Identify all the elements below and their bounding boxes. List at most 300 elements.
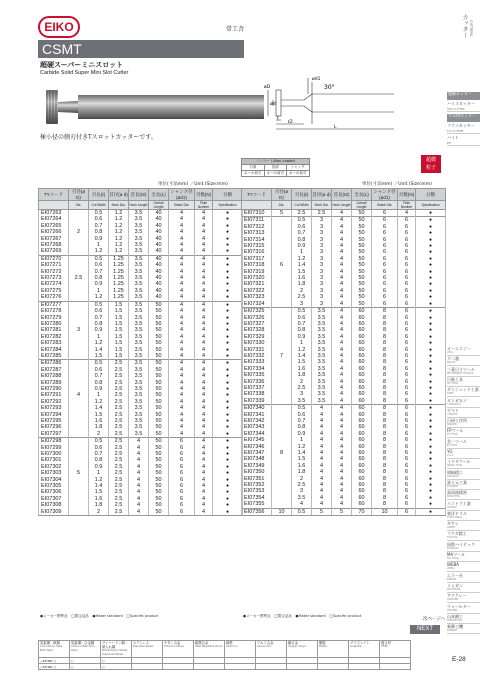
- cell-m: ●: [416, 340, 446, 346]
- cell-nd: 1.25: [109, 281, 129, 287]
- sidebar-brand[interactable]: [447, 346, 480, 356]
- cell-n: 6: [398, 488, 416, 494]
- cell-m: ●: [213, 483, 243, 489]
- cell-code: EI07267: [39, 236, 69, 242]
- cell-m: ●: [416, 379, 446, 385]
- cell-sd: 4: [169, 315, 195, 321]
- material-cell: [287, 641, 318, 658]
- cell-w: 0.6: [89, 262, 109, 268]
- sidebar-brand[interactable]: [447, 398, 480, 408]
- cell-code: EI07277: [39, 301, 69, 308]
- sidebar-brand[interactable]: [447, 480, 480, 490]
- sidebar-brand[interactable]: [447, 624, 480, 634]
- table-row: [39, 210, 243, 217]
- cell-nl: 4: [332, 217, 352, 224]
- cell-code: EI07283: [39, 340, 69, 346]
- material-cell: [349, 641, 380, 658]
- cell-code: EI07337: [242, 385, 272, 391]
- sidebar-brand[interactable]: [447, 562, 480, 572]
- sidebar-brand[interactable]: [447, 377, 480, 387]
- unit-label-right: 単位(寸法mm) ／Unit (Size:mm): [362, 182, 432, 187]
- table-row: [39, 353, 243, 360]
- cell-w: 1.2: [89, 477, 109, 483]
- table-row: [39, 301, 243, 308]
- cell-n: 6: [398, 391, 416, 397]
- cell-n: 6: [398, 463, 416, 469]
- table-row: [242, 501, 446, 508]
- dim-label-l2: ℓ2: [288, 120, 293, 125]
- cell-nl: 4: [332, 340, 352, 346]
- sidebar-brand[interactable]: [447, 531, 480, 541]
- cell-code: EI07276: [39, 294, 69, 301]
- cell-m: ●: [416, 482, 446, 488]
- sidebar-item-en: BIT: [447, 140, 452, 145]
- cell-sd: 4: [169, 262, 195, 268]
- column-header: 首長(ℓ2): [129, 189, 149, 201]
- cell-w: 4: [292, 501, 312, 508]
- cell-sd: 6: [372, 294, 398, 300]
- sidebar-brand[interactable]: [447, 542, 480, 552]
- cell-nd: 2.5: [109, 483, 129, 489]
- cell-nl: 3.5: [129, 405, 149, 411]
- cell-w: 2: [292, 288, 312, 294]
- cell-L: 50: [149, 373, 169, 379]
- sidebar-brand[interactable]: [447, 387, 480, 397]
- cell-w: 1.2: [89, 399, 109, 405]
- sidebar-brand[interactable]: [447, 367, 480, 377]
- sidebar-brand[interactable]: [447, 552, 480, 562]
- cell-code: EI07329: [242, 334, 272, 340]
- cell-n: 6: [398, 456, 416, 462]
- cell-code: EI07355: [242, 501, 272, 508]
- sidebar-brand[interactable]: [447, 573, 480, 583]
- sidebar-brand[interactable]: [447, 356, 480, 366]
- cell-code: EI07292: [39, 399, 69, 405]
- cell-w: 0.8: [89, 275, 109, 281]
- cell-nd: 1.5: [109, 340, 129, 346]
- cell-w: 0.6: [292, 224, 312, 230]
- cell-nd: 4: [312, 437, 332, 443]
- cell-n: 6: [398, 347, 416, 353]
- cell-nl: 3.5: [129, 367, 149, 373]
- sidebar-brand[interactable]: [447, 604, 480, 614]
- cell-n: 4: [195, 353, 213, 360]
- cell-nd: 2.5: [109, 451, 129, 457]
- cell-n: 4: [195, 418, 213, 424]
- cell-sd: 6: [169, 445, 195, 451]
- cell-sd: 6: [169, 477, 195, 483]
- material-name: 複合材: [381, 641, 391, 645]
- sidebar-item[interactable]: [447, 102, 480, 112]
- cell-n: 6: [398, 431, 416, 437]
- sidebar-brand-label: ウォールター: [447, 603, 471, 609]
- cell-w: 0.5: [89, 438, 109, 445]
- cell-n: 4: [195, 315, 213, 321]
- cell-m: ●: [213, 294, 243, 301]
- sidebar-brand-label: フクダ精工: [447, 531, 467, 537]
- column-header: シャンク径(ød1): [373, 189, 396, 200]
- cell-L: 60: [352, 501, 372, 508]
- cell-m: ●: [213, 360, 243, 367]
- cell-sd: 4: [169, 308, 195, 314]
- cell-w: 0.8: [292, 424, 312, 430]
- sidebar-brand[interactable]: [447, 449, 480, 459]
- cell-dia: [69, 360, 89, 367]
- cell-n: 4: [398, 210, 416, 217]
- cell-n: 4: [195, 502, 213, 508]
- cell-w: 0.8: [89, 380, 109, 386]
- cell-nd: 3.5: [312, 372, 332, 378]
- cell-nl: 4: [332, 476, 352, 482]
- cell-n: 4: [195, 223, 213, 229]
- cell-w: 0.7: [89, 451, 109, 457]
- material-name-en: Copper Alloys: [288, 645, 306, 648]
- cell-nl: 3.5: [129, 294, 149, 301]
- cell-sd: 4: [169, 301, 195, 308]
- cell-L: 60: [352, 366, 372, 372]
- cell-L: 40: [149, 242, 169, 248]
- cell-m: ●: [416, 418, 446, 424]
- material-rate: ~45HRC ○: [39, 658, 70, 664]
- cell-nd: 1.5: [109, 301, 129, 308]
- cell-w: 1.6: [292, 463, 312, 469]
- cell-code: EI07316: [242, 249, 272, 255]
- cell-m: ●: [213, 288, 243, 294]
- material-rate: [287, 664, 318, 670]
- cell-m: ●: [416, 412, 446, 418]
- cell-dia: [272, 501, 292, 508]
- cell-L: 50: [352, 269, 372, 275]
- cell-w: 0.7: [292, 418, 312, 424]
- cell-n: 6: [398, 501, 416, 508]
- cell-sd: 8: [372, 418, 398, 424]
- column-header-en: Dia.: [272, 201, 292, 210]
- cell-n: 4: [195, 262, 213, 268]
- cell-m: ●: [416, 315, 446, 321]
- cell-code: EI07286: [39, 360, 69, 367]
- cell-w: 1.6: [89, 496, 109, 502]
- sidebar-brand[interactable]: [447, 501, 480, 511]
- material-rate: [194, 664, 225, 670]
- material-name: グラファイト: [350, 641, 370, 645]
- cell-w: 1.4: [292, 450, 312, 456]
- cell-m: ●: [213, 405, 243, 411]
- cell-sd: 4: [169, 418, 195, 424]
- sidebar-item-label: 超硬カッター: [448, 91, 472, 96]
- column-header: 分類: [416, 189, 446, 201]
- next-button[interactable]: NEXT: [410, 625, 440, 634]
- cell-nd: 1.2: [109, 210, 129, 217]
- cell-m: ●: [213, 451, 243, 457]
- sidebar-brand-label: タンガロイ: [447, 397, 467, 403]
- cell-L: 40: [149, 275, 169, 281]
- cell-L: 60: [352, 450, 372, 456]
- sidebar-brand[interactable]: [447, 490, 480, 500]
- cell-nd: 4: [312, 405, 332, 412]
- cell-nd: 1.25: [109, 275, 129, 281]
- material-cell: [163, 641, 194, 658]
- cell-nd: 3.5: [312, 366, 332, 372]
- cell-m: ●: [416, 243, 446, 249]
- column-header: 全長(L): [149, 189, 169, 201]
- sidebar-brand-en: NS TOOL: [447, 381, 459, 385]
- cell-w: 2.5: [292, 210, 312, 217]
- cell-m: ●: [416, 450, 446, 456]
- dimension-diagram: [264, 76, 396, 132]
- cell-nl: 3.5: [129, 424, 149, 430]
- cell-code: EI07263: [39, 210, 69, 217]
- cell-nd: 3.5: [312, 379, 332, 385]
- material-rate: ~55HRC ○: [39, 664, 70, 670]
- cell-L: 60: [352, 456, 372, 462]
- cell-sd: 8: [372, 469, 398, 475]
- cell-nl: 3.5: [129, 321, 149, 327]
- cell-L: 50: [149, 477, 169, 483]
- cell-code: EI07334: [242, 366, 272, 372]
- cell-n: 4: [195, 210, 213, 217]
- cell-m: ●: [416, 431, 446, 437]
- sidebar-item[interactable]: [447, 114, 480, 122]
- cell-nd: 3: [312, 217, 332, 224]
- cell-sd: 4: [169, 367, 195, 373]
- cell-code: EI07293: [39, 405, 69, 411]
- cell-n: 6: [398, 230, 416, 236]
- cell-n: 4: [195, 248, 213, 255]
- cell-L: 60: [352, 405, 372, 412]
- cell-sd: 4: [169, 424, 195, 430]
- cell-m: ●: [213, 248, 243, 255]
- cell-n: 6: [398, 294, 416, 300]
- page-number: E-28: [452, 656, 466, 663]
- column-header-en: Neck Length: [129, 201, 149, 210]
- sidebar-brand-en: FP TOOL: [447, 433, 458, 437]
- cell-w: 1: [292, 437, 312, 443]
- column-header-en: Specification: [416, 201, 446, 210]
- column-header-en: Specification: [213, 201, 243, 210]
- cell-w: 0.9: [292, 243, 312, 249]
- cell-sd: 6: [372, 288, 398, 294]
- cell-L: 40: [149, 255, 169, 262]
- cell-nl: 3.5: [129, 281, 149, 287]
- cell-nd: 1.5: [109, 334, 129, 340]
- cell-nl: 4: [332, 463, 352, 469]
- sidebar-item[interactable]: [447, 92, 480, 100]
- coating-box: [241, 158, 310, 177]
- cell-m: ●: [416, 359, 446, 365]
- cell-nl: 4: [129, 477, 149, 483]
- cell-w: 1.5: [292, 269, 312, 275]
- column-header: 刃径(ø D): [69, 189, 89, 201]
- cell-w: 1: [89, 470, 109, 476]
- sidebar-brand[interactable]: [447, 428, 480, 438]
- cell-n: 4: [195, 392, 213, 398]
- cell-w: 0.6: [89, 367, 109, 373]
- cell-n: 4: [195, 373, 213, 379]
- cell-nl: 4: [129, 483, 149, 489]
- sidebar-brand[interactable]: [447, 583, 480, 593]
- sidebar-item-en: HSS CUTTER: [447, 106, 465, 111]
- cell-sd: 4: [169, 399, 195, 405]
- cell-dia: [272, 301, 292, 308]
- sidebar-brand[interactable]: [447, 593, 480, 603]
- cell-m: ●: [213, 223, 243, 229]
- sidebar-brand-label: MAツール: [447, 552, 466, 557]
- cell-dia: 4: [69, 392, 89, 398]
- cell-code: EI07317: [242, 256, 272, 262]
- cell-dia: [272, 398, 292, 405]
- sidebar-brand[interactable]: [447, 408, 480, 418]
- column-header: 首長(ℓ2): [332, 189, 352, 201]
- cell-nd: 3: [312, 275, 332, 281]
- cell-sd: 4: [169, 412, 195, 418]
- cell-nl: 4: [129, 470, 149, 476]
- cell-m: ●: [213, 502, 243, 508]
- cell-nl: 4: [332, 444, 352, 450]
- sidebar-brand[interactable]: [447, 439, 480, 449]
- cell-w: 2: [89, 431, 109, 438]
- cell-sd: 4: [169, 229, 195, 235]
- cell-w: 1: [292, 340, 312, 346]
- cell-n: 4: [195, 489, 213, 495]
- cell-L: 50: [352, 256, 372, 262]
- cell-nl: 3.5: [129, 399, 149, 405]
- sidebar-brand-label: 国際ハイテック: [447, 541, 475, 547]
- cell-dia: [69, 301, 89, 308]
- cell-n: 6: [398, 327, 416, 333]
- cell-nl: 3.5: [129, 347, 149, 353]
- sidebar-brand-en: MA TOOL: [447, 557, 459, 560]
- cell-sd: 4: [169, 373, 195, 379]
- angle-label: 30°: [324, 84, 335, 91]
- sidebar-brand[interactable]: [447, 470, 480, 480]
- cell-code: EI07304: [39, 477, 69, 483]
- cell-L: 50: [149, 399, 169, 405]
- cell-code: EI07294: [39, 412, 69, 418]
- sidebar-brand-en: YG-1: [447, 454, 454, 457]
- cell-L: 60: [352, 488, 372, 494]
- column-header-en: Shank Dia.: [372, 201, 398, 210]
- cell-sd: 6: [372, 262, 398, 268]
- column-header: 刃数(N): [398, 189, 416, 201]
- cell-L: 50: [352, 281, 372, 287]
- cell-L: 50: [352, 230, 372, 236]
- cell-nd: 3.5: [312, 353, 332, 359]
- sidebar-brand-label: ヤマト: [447, 407, 459, 413]
- cell-code: EI07308: [39, 502, 69, 508]
- cell-nl: 3.5: [129, 269, 149, 275]
- sidebar-brand-label: 新興工機: [447, 624, 463, 630]
- cell-code: EI07264: [39, 216, 69, 222]
- sidebar-brand[interactable]: [447, 521, 480, 531]
- cell-L: 40: [149, 294, 169, 301]
- cell-nl: 3.5: [129, 360, 149, 367]
- cell-nl: 4: [129, 457, 149, 463]
- sidebar-brand-label: 高周波精密: [447, 490, 467, 496]
- cell-sd: 4: [169, 294, 195, 301]
- work-material-table: [38, 640, 411, 670]
- sidebar-brand-en: WALTER: [447, 608, 458, 612]
- cell-code: EI07356: [242, 508, 272, 515]
- sidebar-brand-en: KOSHUHA: [447, 495, 460, 499]
- cell-m: ●: [416, 488, 446, 494]
- cell-nl: 4: [332, 243, 352, 249]
- sidebar-brand[interactable]: [447, 459, 480, 469]
- cell-n: 6: [398, 353, 416, 359]
- sidebar-brand[interactable]: [447, 418, 480, 428]
- cell-nd: 3.5: [312, 321, 332, 327]
- cell-nl: 4: [332, 391, 352, 397]
- sidebar-item[interactable]: [447, 124, 480, 134]
- cell-nl: 3.5: [129, 353, 149, 360]
- cell-w: 1.2: [292, 444, 312, 450]
- cell-m: ●: [213, 301, 243, 308]
- cell-nl: 4: [332, 334, 352, 340]
- cell-nd: 3: [312, 301, 332, 308]
- sidebar-brand-en: OSG: [447, 351, 453, 354]
- cell-nd: 4: [312, 444, 332, 450]
- cell-sd: 6: [372, 210, 398, 217]
- cell-sd: 6: [169, 470, 195, 476]
- sidebar-brand-label: 三菱日立ツール: [447, 366, 475, 372]
- cell-sd: 6: [372, 230, 398, 236]
- sidebar-brand-label: 山本鋼工: [447, 613, 463, 619]
- cell-m: ●: [416, 327, 446, 333]
- cell-nd: 3.5: [312, 308, 332, 315]
- cell-n: 6: [398, 437, 416, 443]
- dim-label-d: ød: [270, 102, 276, 107]
- cell-sd: 4: [169, 242, 195, 248]
- cell-code: EI07273: [39, 275, 69, 281]
- column-header: 刃長(ℓ): [89, 189, 109, 201]
- cell-nl: 4: [332, 237, 352, 243]
- legend-left: ●メーカー標準品 ◯限定品品 ●Maker standard ◯Specific product: [40, 614, 159, 618]
- cell-m: ●: [213, 347, 243, 353]
- cell-L: 50: [149, 360, 169, 367]
- sidebar-item[interactable]: [447, 136, 480, 146]
- cell-m: ●: [213, 438, 243, 445]
- table-row: [242, 398, 446, 405]
- cell-nd: 1.5: [109, 308, 129, 314]
- cell-nl: 4: [332, 482, 352, 488]
- sidebar-brand-en: ARIKURE: [447, 598, 459, 602]
- cell-sd: 4: [169, 210, 195, 217]
- cell-n: 4: [195, 496, 213, 502]
- cell-code: EI07341: [242, 412, 272, 418]
- cell-L: 50: [352, 294, 372, 300]
- cell-n: 4: [195, 216, 213, 222]
- material-cell: [380, 641, 411, 658]
- cell-nd: 3: [312, 224, 332, 230]
- cell-n: 4: [195, 340, 213, 346]
- cell-w: 1.8: [292, 372, 312, 378]
- cell-nl: 4: [129, 445, 149, 451]
- cell-code: EI07310: [242, 210, 272, 217]
- cell-nl: 4: [332, 385, 352, 391]
- cell-n: 4: [195, 438, 213, 445]
- cell-n: 6: [398, 321, 416, 327]
- sidebar-brand-label: 富士元工業: [447, 479, 467, 485]
- cell-nl: 4: [332, 210, 352, 217]
- sidebar-brand-en: SHINKO: [447, 629, 457, 633]
- cell-w: 0.6: [292, 412, 312, 418]
- cell-dia: [69, 438, 89, 445]
- cell-code: EI07280: [39, 321, 69, 327]
- sidebar-brand[interactable]: [447, 511, 480, 521]
- cell-code: EI07354: [242, 495, 272, 501]
- sidebar-brand[interactable]: [447, 614, 480, 624]
- cell-nd: 2.5: [109, 502, 129, 508]
- material-name-en: CFRP: [381, 645, 388, 648]
